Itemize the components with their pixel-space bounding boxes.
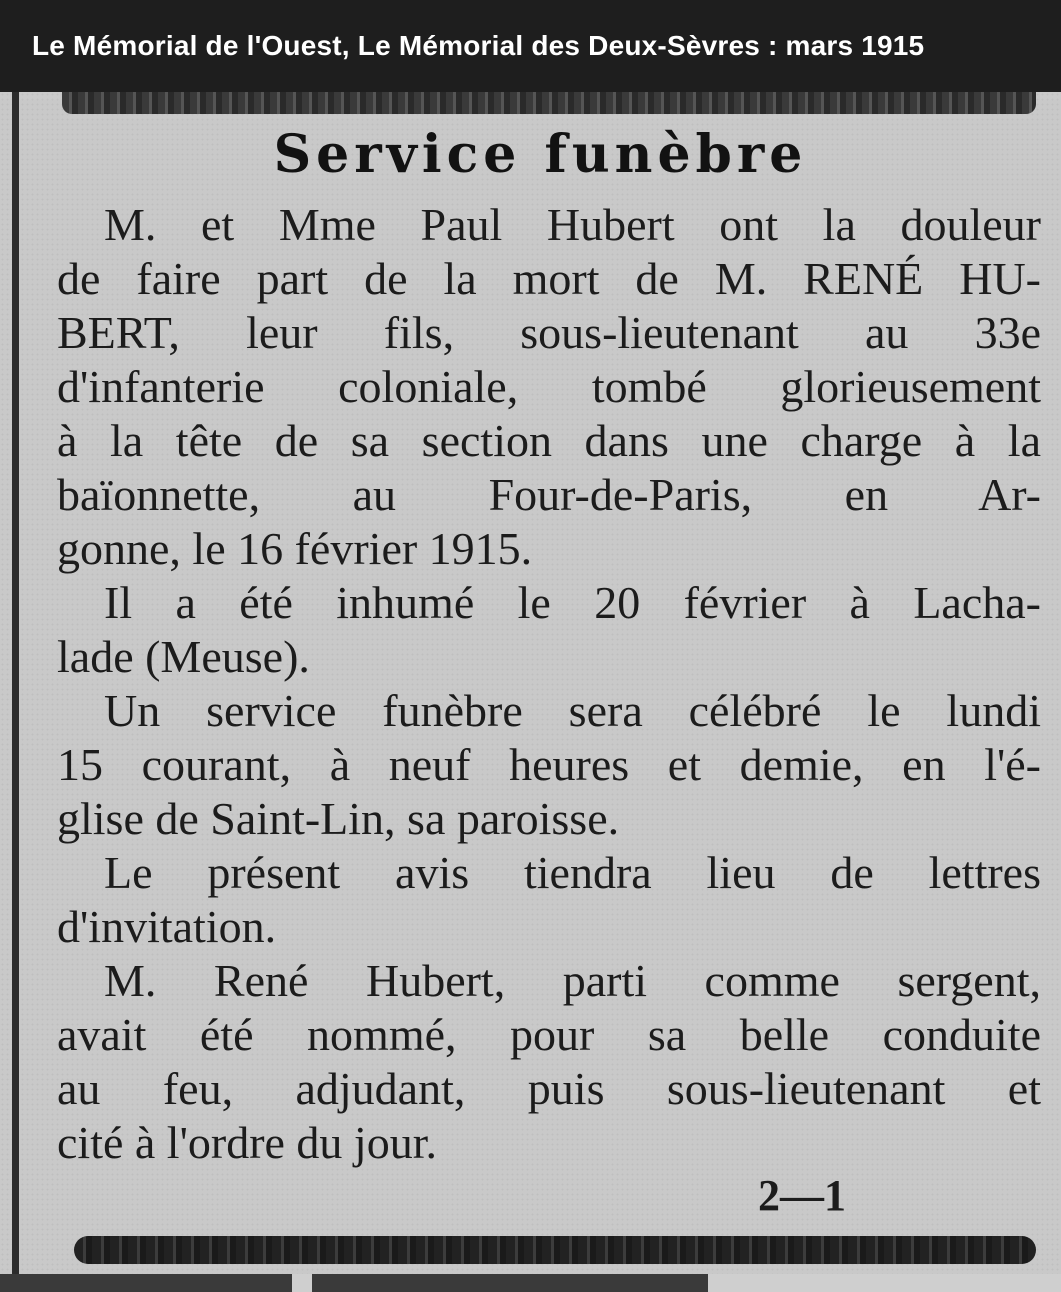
- notice-line: 15 courant, à neuf heures et demie, en l'é-: [57, 739, 1041, 790]
- notice-line: BERT, leur fils, sous-lieutenant au 33e: [57, 307, 1041, 358]
- notice-line: d'invitation.: [57, 901, 277, 952]
- notice-title: Service funèbre: [273, 124, 808, 185]
- notice-line: Il a été inhumé le 20 février à Lacha-: [104, 577, 1041, 628]
- notice-line: M. René Hubert, parti comme sergent,: [104, 955, 1041, 1006]
- top-ornamental-rule: [62, 92, 1036, 114]
- notice-line: baïonnette, au Four-de-Paris, en Ar-: [57, 469, 1041, 520]
- notice-line: M. et Mme Paul Hubert ont la douleur: [104, 199, 1041, 250]
- notice-line: avait été nommé, pour sa belle conduite: [57, 1009, 1041, 1060]
- caption-title: Le Mémorial de l'Ouest, Le Mémorial des Deux-Sèvres : mars 1915: [32, 30, 925, 61]
- caption-bar: [0, 0, 1061, 92]
- notice-line: gonne, le 16 février 1915.: [57, 523, 533, 574]
- notice-line: Le présent avis tiendra lieu de lettres: [104, 847, 1041, 898]
- notice-line: glise de Saint-Lin, sa paroisse.: [57, 793, 620, 844]
- bottom-ornamental-rule: [74, 1236, 1036, 1264]
- next-column-rule: [0, 1274, 292, 1292]
- notice-reference: 2—1: [758, 1171, 846, 1220]
- notice-line: à la tête de sa section dans une charge à la: [57, 415, 1041, 466]
- notice-line: Un service funèbre sera célébré le lundi: [104, 685, 1041, 736]
- next-column-rule: [312, 1274, 708, 1292]
- notice-line: cité à l'ordre du jour.: [57, 1117, 437, 1168]
- column-rule: [12, 92, 19, 1274]
- notice-line: d'infanterie coloniale, tombé glorieusement: [57, 361, 1041, 412]
- notice-line: lade (Meuse).: [57, 631, 310, 682]
- next-column-edge: [0, 1274, 1061, 1292]
- newspaper-clipping: [0, 92, 1061, 1274]
- notice-line: au feu, adjudant, puis sous-lieutenant et: [57, 1063, 1041, 1114]
- notice-line: de faire part de la mort de M. RENÉ HU-: [57, 253, 1041, 304]
